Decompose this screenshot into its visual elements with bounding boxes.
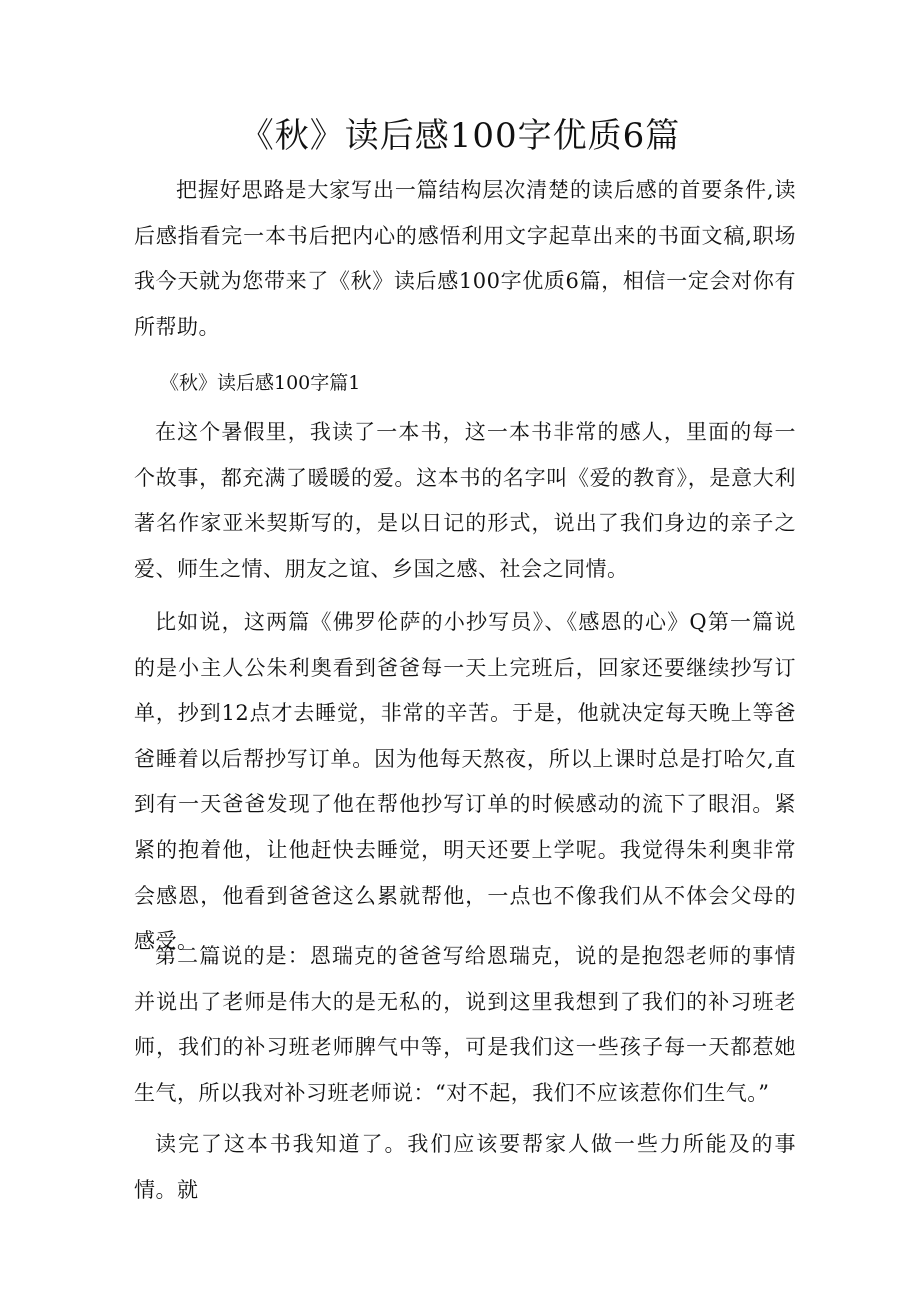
body-paragraph-1: 在这个暑假里，我读了一本书，这一本书非常的感人，里面的每一个故事，都充满了暖暖的爱。这本书的名字叫《爱的教育》，是意大利著名作家亚米契斯写的，是以日记的形式，说出了我们身边的亲子之爱、师生之情、朋友之谊、乡国之感、社会之同情。 xyxy=(134,420,796,581)
section-heading: 《秋》读后感100字篇1 xyxy=(160,372,361,394)
body-paragraph-4: 读完了这本书我知道了。我们应该要帮家人做一些力所能及的事情。就 xyxy=(134,1132,796,1202)
body-paragraph-3: 第二篇说的是：恩瑞克的爸爸写给恩瑞克，说的是抱怨老师的事情并说出了老师是伟大的是无私的，说到这里我想到了我们的补习班老师，我们的补习班老师脾气中等，可是我们这一些孩子每一天都惹她生气，所以我对补习班老师说：“对不起，我们不应该惹你们生气。” xyxy=(134,944,796,1105)
intro-paragraph: 把握好思路是大家写出一篇结构层次清楚的读后感的首要条件,读后感指看完一本书后把内心的感悟利用文字起草出来的书面文稿,职场我今天就为您带来了《秋》读后感100字优质6篇，相信一定会对你有所帮助。 xyxy=(134,178,796,339)
body-paragraph-2: 比如说，这两篇《佛罗伦萨的小抄写员》、《感恩的心》Q第一篇说的是小主人公朱利奥看到爸爸每一天上完班后，回家还要继续抄写订单，抄到12点才去睡觉，非常的辛苦。于是，他就决定每天晚上等爸爸睡着以后帮抄写订单。因为他每天熬夜，所以上课时总是打哈欠,直到有一天爸爸发现了他在帮他抄写订单的时候感动的流下了眼泪。紧紧的抱着他，让他赶快去睡觉，明天还要上学呢。我觉得朱利奥非常会感恩，他看到爸爸这么累就帮他，一点也不像我们从不体会父母的感受。 xyxy=(134,610,796,954)
document-title: 《秋》读后感100字优质6篇 xyxy=(239,116,681,156)
